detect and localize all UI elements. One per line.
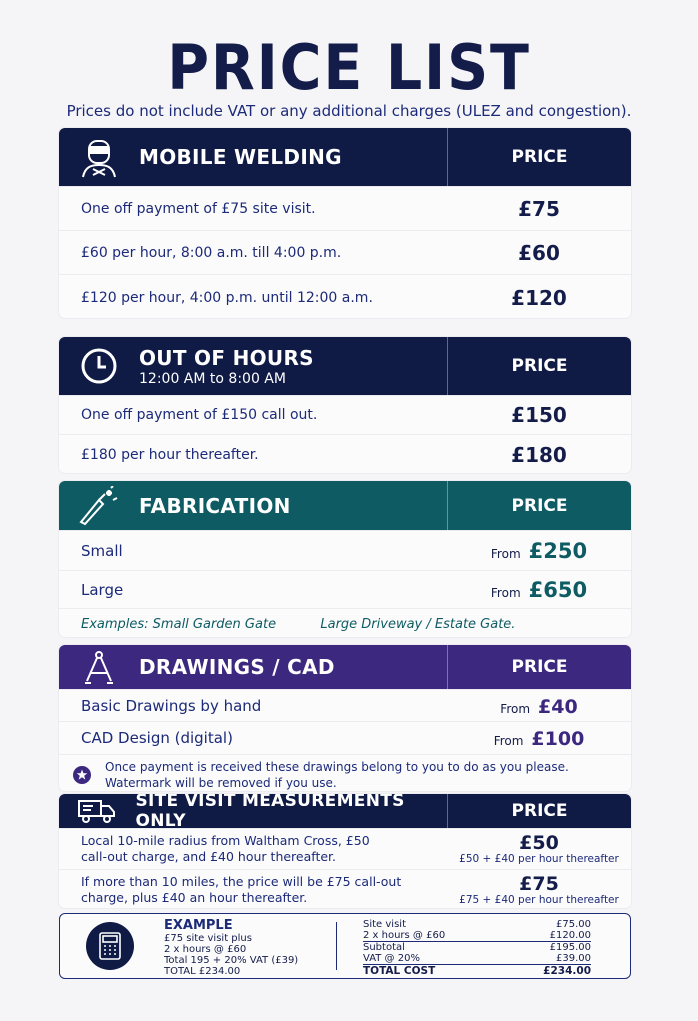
welder-mask-icon <box>59 135 139 179</box>
site-visit-header <box>59 794 631 831</box>
mobile-welding-title: MOBILE WELDING <box>139 145 342 169</box>
row-price: £40 <box>538 695 578 718</box>
cost-label: Subtotal <box>363 942 405 953</box>
clock-icon <box>59 346 139 386</box>
table-row <box>59 570 631 608</box>
row-description: £120 per hour, 4:00 p.m. until 12:00 a.m. <box>81 289 373 306</box>
site-visit-section <box>59 794 631 908</box>
examples-row <box>59 608 631 637</box>
example-line: Total 195 + 20% VAT (£39) <box>164 955 299 966</box>
note-row <box>59 754 631 791</box>
table-row <box>59 828 631 869</box>
out-of-hours-subtitle: 12:00 AM to 8:00 AM <box>139 370 286 387</box>
example-small: Examples: Small Garden Gate <box>81 616 277 632</box>
table-row <box>59 434 631 473</box>
table-row <box>59 689 631 721</box>
row-price-note: £75 + £40 per hour thereafter <box>459 894 619 906</box>
example-divider <box>336 922 337 970</box>
cost-label: VAT @ 20% <box>363 953 420 964</box>
row-price-note: £50 + £40 per hour thereafter <box>459 853 619 865</box>
row-description: Local 10-mile radius from Waltham Cross, £50 call-out charge, and £40 hour thereafter. <box>81 833 370 864</box>
cost-label: 2 x hours @ £60 <box>363 930 446 941</box>
table-row <box>59 530 631 570</box>
price-column-label: PRICE <box>511 801 568 821</box>
row-price: £250 <box>528 538 588 563</box>
fabrication-title: FABRICATION <box>139 493 291 518</box>
page-subtitle: Prices do not include VAT or any additional charges (ULEZ and congestion). <box>66 102 632 120</box>
row-description: Basic Drawings by hand <box>81 696 262 715</box>
price-column-label: PRICE <box>511 657 568 677</box>
calculator-icon <box>86 922 134 970</box>
from-label: From <box>500 701 531 716</box>
fabrication-header <box>59 481 631 530</box>
table-row <box>59 395 631 434</box>
row-description: If more than 10 miles, the price will be £75 call-out charge, plus £40 an hour thereafter. <box>81 874 402 905</box>
example-line: TOTAL £234.00 <box>164 966 241 977</box>
row-price: £180 <box>511 443 567 467</box>
fabrication-section <box>59 481 631 637</box>
welding-torch-icon <box>59 486 139 526</box>
example-title: EXAMPLE <box>164 918 233 933</box>
price-column-label: PRICE <box>511 495 568 516</box>
star-icon <box>59 766 105 784</box>
example-box <box>59 913 631 979</box>
total-cost-value: £234.00 <box>543 965 591 977</box>
row-price: £650 <box>528 577 588 602</box>
compass-icon <box>59 649 139 685</box>
drawings-cad-title: DRAWINGS / CAD <box>139 655 335 679</box>
site-visit-title: SITE VISIT MEASUREMENTS ONLY <box>135 794 405 831</box>
table-row <box>59 186 631 230</box>
cost-value: £39.00 <box>556 953 591 964</box>
row-description: One off payment of £150 call out. <box>81 407 318 423</box>
example-line: 2 x hours @ £60 <box>164 944 247 955</box>
table-row <box>59 869 631 908</box>
price-column-label: PRICE <box>511 147 568 167</box>
row-price: £100 <box>531 728 585 750</box>
row-price: £50 <box>519 832 559 854</box>
row-price: £120 <box>511 285 567 310</box>
row-description: One off payment of £75 site visit. <box>81 200 316 217</box>
mobile-welding-section <box>59 128 631 318</box>
row-price: £150 <box>511 403 567 427</box>
drawings-cad-header <box>59 645 631 689</box>
row-description: Small <box>81 541 123 560</box>
van-icon <box>59 798 135 824</box>
total-cost-label: TOTAL COST <box>363 965 436 977</box>
price-column-label: PRICE <box>511 356 568 376</box>
cost-value: £75.00 <box>556 919 591 930</box>
row-price: £60 <box>518 240 560 265</box>
example-large: Large Driveway / Estate Gate. <box>320 616 516 632</box>
cost-value: £120.00 <box>549 930 591 941</box>
note-line: Once payment is received these drawings belong to you to do as you please. <box>105 759 569 774</box>
out-of-hours-header <box>59 337 631 395</box>
page-title: PRICE LIST <box>167 31 531 104</box>
table-row <box>59 274 631 318</box>
row-description: CAD Design (digital) <box>81 729 233 747</box>
row-description: £60 per hour, 8:00 a.m. till 4:00 p.m. <box>81 244 342 261</box>
from-label: From <box>490 546 521 561</box>
table-row <box>59 721 631 754</box>
row-price: £75 <box>518 196 560 221</box>
out-of-hours-title: OUT OF HOURS <box>139 345 314 370</box>
cost-label: Site visit <box>363 919 406 930</box>
mobile-welding-header <box>59 128 631 186</box>
drawings-cad-section <box>59 645 631 791</box>
cost-value: £195.00 <box>549 942 591 953</box>
table-row <box>59 230 631 274</box>
example-line: £75 site visit plus <box>164 933 252 944</box>
row-description: £180 per hour thereafter. <box>81 447 259 463</box>
from-label: From <box>490 585 521 600</box>
row-description: Large <box>81 580 124 599</box>
out-of-hours-section <box>59 337 631 473</box>
note-line: Watermark will be removed if you use. <box>105 775 337 790</box>
row-price: £75 <box>519 873 559 895</box>
from-label: From <box>493 734 524 748</box>
